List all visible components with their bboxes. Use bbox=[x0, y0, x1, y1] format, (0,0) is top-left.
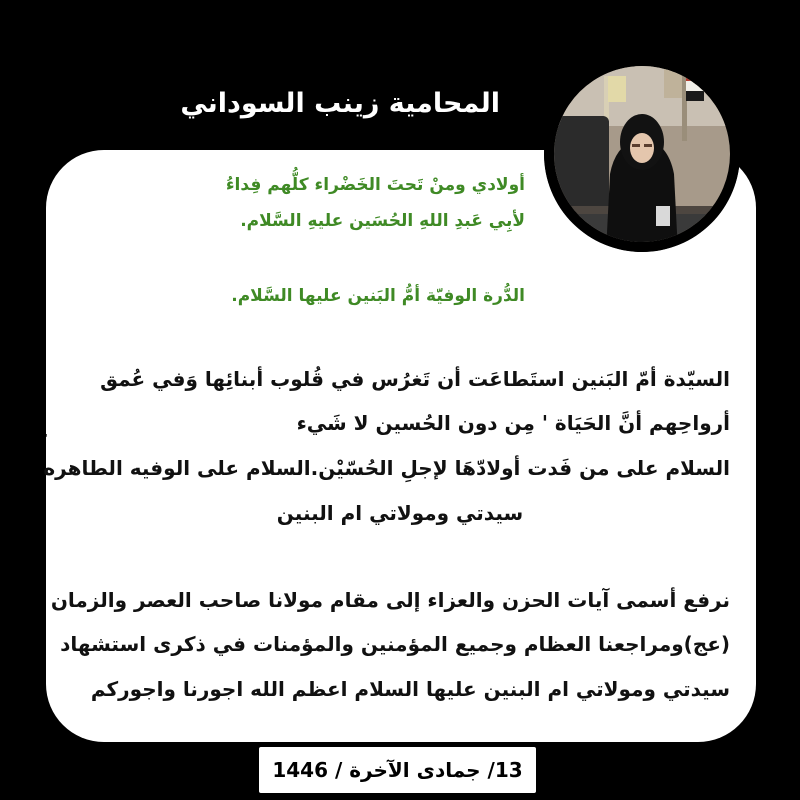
paragraph2-line-3: سيدتي ومولاتي ام البنين عليها السلام اعظم الله اجورنا واجوركم bbox=[90, 677, 730, 701]
paragraph1-line-1: السيّدة أمّ البَنين استَطاعَت أن تَغرُس في قُلوب أبنائِها وَفي عُمق bbox=[100, 367, 730, 391]
green-verse-line-2: لأبِي عَبدِ اللهِ الحُسَين عليهِ السَّلام. bbox=[240, 211, 525, 231]
paragraph1-line-4: سيدتي ومولاتي ام البنين bbox=[276, 501, 524, 525]
author-name: المحامية زينب السوداني bbox=[180, 88, 500, 119]
stray-mark: ، bbox=[44, 426, 48, 440]
portrait-photo-icon bbox=[544, 56, 740, 252]
date-box bbox=[259, 747, 536, 793]
paragraph1-line-2: أرواحِهم أنَّ الحَيَاة ' مِن دون الحُسين لا شَيء bbox=[296, 411, 730, 435]
date-label: 13/ جمادى الآخرة / 1446 bbox=[272, 758, 523, 782]
green-verse-line-3: الدُّرة الوفيّة أمُّ البَنين عليها السَّلام. bbox=[231, 286, 525, 306]
paragraph2-line-2: (عج)ومراجعنا العظام وجميع المؤمنين والمؤمنات في ذكرى استشهاد bbox=[60, 632, 730, 656]
paragraph1-line-3: السلام على من فَدت أولادّهَا لإجلِ الحُسّيْن.السلام على الوفيه الطاهره bbox=[43, 456, 730, 480]
portrait-photo bbox=[544, 56, 740, 252]
green-verse-line-1: أولادي ومنْ تَحتَ الخَضْراء كلُّهم فِداءُ bbox=[225, 175, 525, 195]
paragraph2-line-1: نرفع أسمى آيات الحزن والعزاء إلى مقام مولانا صاحب العصر والزمان bbox=[50, 588, 730, 612]
